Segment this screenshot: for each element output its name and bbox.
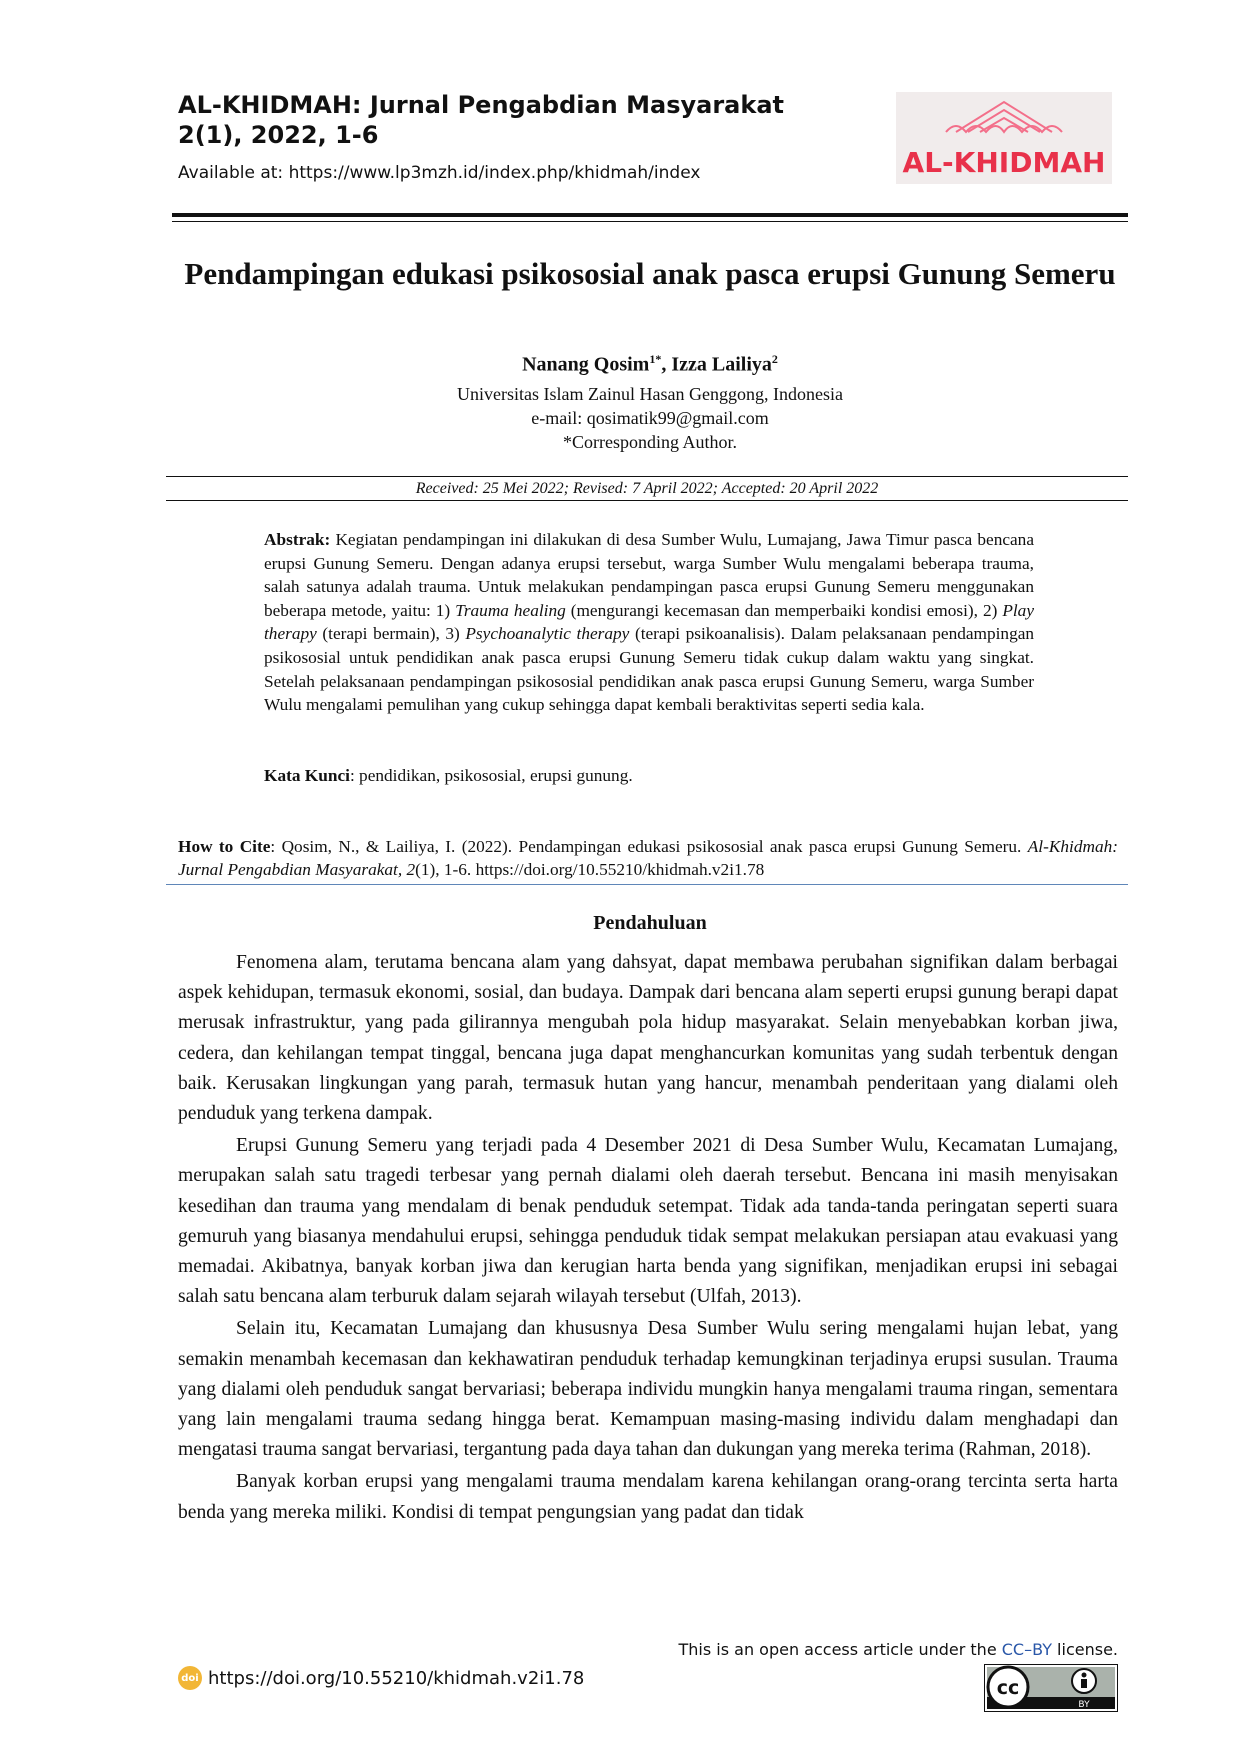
header-rule-thick: [172, 213, 1128, 217]
license-tail: license.: [1051, 1640, 1118, 1659]
by-text: BY: [1078, 1700, 1090, 1710]
cite-text: (1), 1-6. https://doi.org/10.55210/khidmah.v2i1.78: [415, 860, 765, 879]
abstract-term: Play therapy: [264, 600, 1034, 644]
abstract-text: (mengurangi kecemasan dan memperbaiki kondisi emosi), 2): [565, 600, 1003, 620]
how-to-cite: [178, 835, 1118, 881]
author-superscript: 1*: [649, 352, 662, 366]
author-name: Izza Lailiya: [671, 353, 772, 376]
paragraph: Banyak korban erupsi yang mengalami trauma mendalam karena kehilangan orang-orang tercinta serta harta benda yang mereka miliki. Kondisi di tempat pengungsian yang padat dan tidak: [178, 1471, 1118, 1523]
header-rule-thin: [172, 221, 1128, 222]
journal-url[interactable]: Available at: https://www.lp3mzh.id/index.php/khidmah/index: [178, 163, 701, 183]
paragraph: Fenomena alam, terutama bencana alam yang dahsyat, dapat membawa perubahan signifikan dalam berbagai aspek kehidupan, termasuk ekonomi, sosial, dan budaya. Dampak dari bencana alam seperti erupsi gunung berapi dapat merusak infrastruktur, yang pada gilirannya mengubah pola hidup masyarakat. Selain menyebabkan korban jiwa, cedera, dan kehilangan tempat tinggal, bencana juga dapat menghancurkan komunitas yang sudah terbentuk dengan baik. Kerusakan lingkungan yang parah, termasuk hutan yang hancur, menambah penderitaan yang dialami oleh penduduk yang terkena dampak.: [178, 952, 1118, 1125]
journal-name: AL-KHIDMAH: Jurnal Pengabdian Masyarakat: [178, 91, 784, 119]
doi-footer: [178, 1666, 584, 1690]
cite-text: : Qosim, N., & Lailiya, I. (2022). Pendampingan edukasi psikososial anak pasca erupsi Gunung Semeru.: [270, 837, 1028, 856]
article-title: Pendampingan edukasi psikososial anak pasca erupsi Gunung Semeru: [184, 256, 1116, 291]
license-link[interactable]: CC–BY: [1001, 1640, 1052, 1659]
abstract-term: Trauma healing: [455, 600, 566, 620]
abstract-text: (terapi psikoanalisis). Dalam pelaksanaan pendampingan psikososial untuk pendidikan anak pasca erupsi Gunung Semeru tidak cukup dalam waktu yang singkat. Setelah pelaksanaan pendampingan psikososial pendidikan anak pasca erupsi Gunung Semeru, warga Sumber Wulu mengalami pemulihan yang cukup sehingga dapat kembali beraktivitas seperti sedia kala.: [264, 624, 1035, 715]
authors: [172, 352, 1128, 377]
abstract-term: Psychoanalytic therapy: [465, 624, 630, 644]
abstract: [264, 528, 1034, 717]
license-note: [600, 1640, 1118, 1659]
keywords-text: : pendidikan, psikososial, erupsi gunung.: [349, 766, 633, 785]
author-email[interactable]: e-mail: qosimatik99@gmail.com: [531, 408, 769, 428]
paragraph: Erupsi Gunung Semeru yang terjadi pada 4 Desember 2021 di Desa Sumber Wulu, Kecamatan Lumajang, merupakan salah satu tragedi terbesar yang pernah dialami oleh daerah tersebut. Bencana ini masih menyisakan kesedihan dan trauma yang mendalam di benak penduduk setempat. Tidak ada tanda-tanda peringatan seperti suara gemuruh yang biasanya mendahului erupsi, sehingga penduduk tidak sempat melakukan persiapan atau evakuasi yang memadai. Akibatnya, banyak korban jiwa dan kerugian harta benda yang signifikan, menjadikan erupsi ini sebagai salah satu bencana alam terburuk dalam sejarah wilayah tersebut (Ulfah, 2013).: [178, 1135, 1118, 1308]
section-body: [178, 948, 1118, 1530]
article-dates: Received: 25 Mei 2022; Revised: 7 April 2022; Accepted: 20 April 2022: [415, 480, 879, 497]
journal-header: [178, 90, 798, 150]
abstract-text: (terapi bermain), 3): [316, 624, 466, 644]
cc-text: cc: [996, 1677, 1020, 1699]
author-separator: ,: [661, 353, 672, 376]
cite-label: How to Cite: [178, 837, 271, 856]
abstract-text: Kegiatan pendampingan ini dilakukan di desa Sumber Wulu, Lumajang, Jawa Timur pasca bencana erupsi Gunung Semeru. Dengan adanya erupsi tersebut, warga Sumber Wulu mengalami beberapa trauma, salah satunya adalah trauma. Untuk melakukan pendampingan pasca erupsi Gunung Semeru menggunakan beberapa metode, yaitu: 1): [264, 530, 1034, 620]
dates-rule-bottom: [166, 500, 1128, 501]
cite-rule: [166, 884, 1128, 885]
section-heading: Pendahuluan: [593, 912, 707, 934]
license-text: This is an open access article under the: [678, 1640, 1002, 1659]
author-name: Nanang Qosim: [522, 353, 650, 376]
abstract-label: Abstrak:: [264, 530, 331, 549]
cc-by-icon[interactable]: [984, 1664, 1118, 1712]
cite-journal: Al-Khidmah: Jurnal Pengabdian Masyarakat, 2: [178, 837, 1118, 879]
keywords-label: Kata Kunci: [264, 766, 350, 785]
al-khidmah-logo: [896, 92, 1112, 184]
corresponding-note: *Corresponding Author.: [563, 432, 737, 452]
dates-rule-top: [166, 476, 1128, 477]
doi-icon: doi: [178, 1666, 202, 1690]
paragraph: Selain itu, Kecamatan Lumajang dan khususnya Desa Sumber Wulu sering mengalami hujan lebat, yang semakin menambah kecemasan dan kekhawatiran penduduk terhadap kemungkinan terjadinya erupsi susulan. Trauma yang dialami oleh penduduk sangat bervariasi; beberapa individu mungkin hanya mengalami trauma ringan, sementara yang lain mengalami trauma sedang hingga berat. Kemampuan masing-masing individu dalam menghadapi dan mengatasi trauma sangat bervariasi, tergantung pada daya tahan dan dukungan yang mereka terima (Rahman, 2018).: [178, 1318, 1118, 1461]
keywords: [264, 766, 1034, 786]
logo-text: AL-KHIDMAH: [902, 146, 1106, 179]
journal-volume: 2(1), 2022, 1-6: [178, 121, 379, 149]
author-superscript: 2: [771, 352, 778, 366]
doi-link[interactable]: https://doi.org/10.55210/khidmah.v2i1.78: [208, 1667, 585, 1689]
affiliation: Universitas Islam Zainul Hasan Genggong, Indonesia: [457, 384, 843, 404]
